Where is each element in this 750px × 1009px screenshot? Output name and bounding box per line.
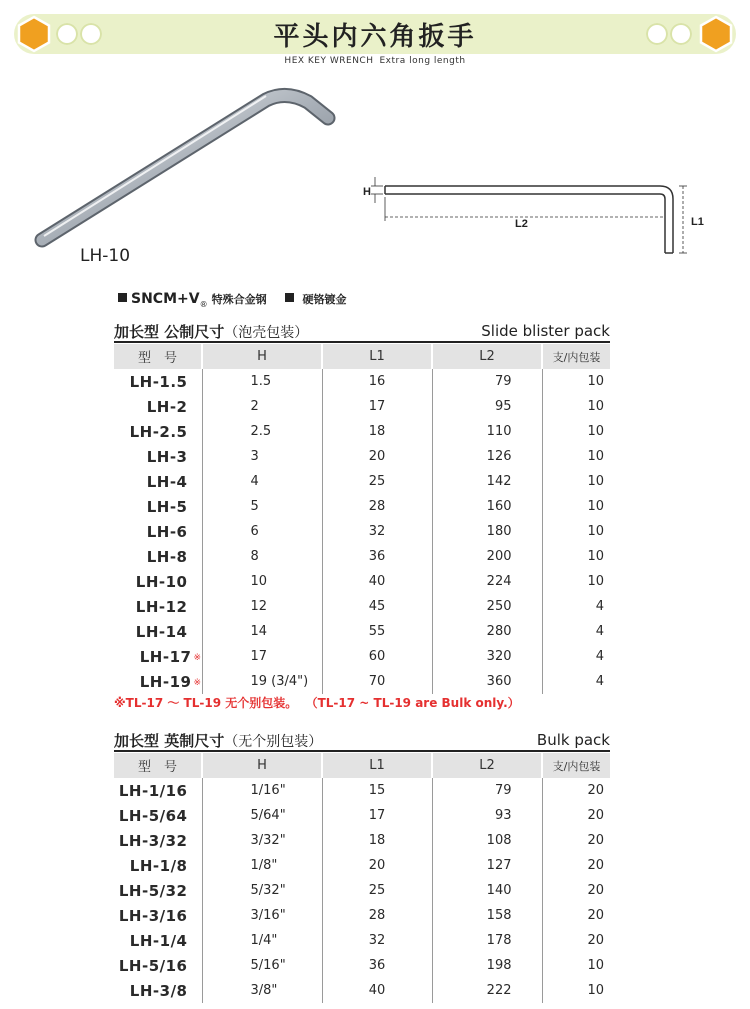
l1-cell: 28 <box>322 494 432 519</box>
column-header: 支/内包装 <box>542 344 610 369</box>
table-row <box>114 803 610 828</box>
dimension-diagram <box>355 175 715 265</box>
h-cell: 5 <box>202 494 322 519</box>
bulk-note: ※TL-17 ～ TL-19 无个别包装。 （TL-17 ~ TL-19 are Bulk only.） <box>114 696 520 710</box>
inch-section-rule <box>114 750 610 752</box>
hex-key-wrench-image <box>28 80 348 270</box>
l1-cell: 60 <box>322 644 432 669</box>
table-row <box>114 444 610 469</box>
h-cell: 4 <box>202 469 322 494</box>
qty-cell: 10 <box>542 369 610 394</box>
model-cell: LH-17 ※ <box>139 647 202 666</box>
h-cell: 5/64" <box>202 803 322 828</box>
model-cell: LH-5/16 <box>118 956 188 975</box>
metric-pack-type: Slide blister pack <box>481 322 610 340</box>
h-cell: 1.5 <box>202 369 322 394</box>
dim-h-label: H <box>363 186 371 198</box>
l2-cell: 222 <box>432 978 542 1003</box>
model-cell: LH-1/4 <box>129 931 188 950</box>
h-cell: 19 (3/4") <box>202 669 322 694</box>
l1-cell: 40 <box>322 569 432 594</box>
qty-cell: 10 <box>542 444 610 469</box>
model-cell: LH-14 <box>135 622 188 641</box>
h-cell: 1/4" <box>202 928 322 953</box>
h-cell: 1/8" <box>202 853 322 878</box>
h-cell: 14 <box>202 619 322 644</box>
h-cell: 2.5 <box>202 419 322 444</box>
l2-cell: 224 <box>432 569 542 594</box>
page-title: 平头内六角扳手 <box>273 22 477 52</box>
l1-cell: 16 <box>322 369 432 394</box>
l2-cell: 200 <box>432 544 542 569</box>
table-row <box>114 544 610 569</box>
l1-cell: 32 <box>322 928 432 953</box>
h-cell: 8 <box>202 544 322 569</box>
qty-cell: 4 <box>542 619 610 644</box>
metric-section-title: 加长型 公制尺寸（泡壳包装） <box>114 323 309 341</box>
model-cell: LH-19 ※ <box>139 672 202 691</box>
l1-cell: 17 <box>322 394 432 419</box>
qty-cell: 20 <box>542 928 610 953</box>
column-header: 型 号 <box>114 753 202 778</box>
table-row <box>114 644 610 669</box>
metric-section-rule <box>114 341 610 343</box>
table-row <box>114 928 610 953</box>
table-row <box>114 569 610 594</box>
qty-cell: 10 <box>542 519 610 544</box>
l2-cell: 178 <box>432 928 542 953</box>
model-cell: LH-3/16 <box>118 906 188 925</box>
l2-cell: 110 <box>432 419 542 444</box>
product-label: LH-10 <box>80 246 131 266</box>
l1-cell: 55 <box>322 619 432 644</box>
column-header: 支/内包装 <box>542 753 610 778</box>
h-cell: 12 <box>202 594 322 619</box>
model-cell: LH-2.5 <box>129 422 188 441</box>
h-cell: 1/16" <box>202 778 322 803</box>
metric-size-table <box>114 344 610 694</box>
l1-cell: 17 <box>322 803 432 828</box>
h-cell: 3/16" <box>202 903 322 928</box>
column-header: L2 <box>432 753 542 778</box>
l2-cell: 142 <box>432 469 542 494</box>
table-row <box>114 519 610 544</box>
qty-cell: 10 <box>542 494 610 519</box>
model-cell: LH-2 <box>146 397 188 416</box>
column-header: 型 号 <box>114 344 202 369</box>
table-row <box>114 369 610 394</box>
l1-cell: 20 <box>322 444 432 469</box>
l2-cell: 93 <box>432 803 542 828</box>
l2-cell: 126 <box>432 444 542 469</box>
table-row <box>114 394 610 419</box>
qty-cell: 4 <box>542 644 610 669</box>
l1-cell: 45 <box>322 594 432 619</box>
l2-cell: 360 <box>432 669 542 694</box>
l1-cell: 18 <box>322 419 432 444</box>
note-mark: ※ <box>193 652 202 663</box>
model-cell: LH-3/8 <box>129 981 188 1000</box>
h-cell: 5/16" <box>202 953 322 978</box>
l1-cell: 32 <box>322 519 432 544</box>
table-row <box>114 978 610 1003</box>
model-cell: LH-6 <box>146 522 188 541</box>
l2-cell: 320 <box>432 644 542 669</box>
column-header: L1 <box>322 344 432 369</box>
table-row <box>114 853 610 878</box>
qty-cell: 20 <box>542 878 610 903</box>
qty-cell: 10 <box>542 394 610 419</box>
table-row <box>114 828 610 853</box>
table-row <box>114 594 610 619</box>
l1-cell: 36 <box>322 544 432 569</box>
table-row <box>114 419 610 444</box>
l2-cell: 79 <box>432 778 542 803</box>
table-row <box>114 903 610 928</box>
h-cell: 5/32" <box>202 878 322 903</box>
l2-cell: 280 <box>432 619 542 644</box>
l2-cell: 140 <box>432 878 542 903</box>
qty-cell: 10 <box>542 544 610 569</box>
inch-pack-type: Bulk pack <box>536 731 610 749</box>
qty-cell: 10 <box>542 469 610 494</box>
model-cell: LH-3/32 <box>118 831 188 850</box>
column-header: H <box>202 344 322 369</box>
model-cell: LH-1/8 <box>129 856 188 875</box>
h-cell: 6 <box>202 519 322 544</box>
table-row <box>114 469 610 494</box>
l2-cell: 180 <box>432 519 542 544</box>
table-row <box>114 878 610 903</box>
material-spec: $SNCM+V_®$ 特殊合金钢 硬铬镀金 <box>118 291 346 309</box>
qty-cell: 10 <box>542 419 610 444</box>
model-cell: LH-12 <box>135 597 188 616</box>
column-header: L2 <box>432 344 542 369</box>
l1-cell: 20 <box>322 853 432 878</box>
l2-cell: 250 <box>432 594 542 619</box>
page-subtitle: HEX KEY WRENCH Extra long length <box>284 56 466 66</box>
qty-cell: 20 <box>542 778 610 803</box>
dim-l2-label: L2 <box>515 218 528 230</box>
qty-cell: 10 <box>542 953 610 978</box>
l2-cell: 108 <box>432 828 542 853</box>
model-cell: LH-1.5 <box>129 372 188 391</box>
l2-cell: 198 <box>432 953 542 978</box>
h-cell: 3/32" <box>202 828 322 853</box>
h-cell: 3 <box>202 444 322 469</box>
qty-cell: 20 <box>542 853 610 878</box>
h-cell: 17 <box>202 644 322 669</box>
model-cell: LH-10 <box>135 572 188 591</box>
column-header: L1 <box>322 753 432 778</box>
model-cell: LH-5/32 <box>118 881 188 900</box>
model-cell: LH-1/16 <box>118 781 188 800</box>
model-cell: LH-8 <box>146 547 188 566</box>
inch-size-table <box>114 753 610 1003</box>
qty-cell: 4 <box>542 594 610 619</box>
model-cell: LH-4 <box>146 472 188 491</box>
column-header: H <box>202 753 322 778</box>
model-cell: LH-5/64 <box>118 806 188 825</box>
l2-cell: 79 <box>432 369 542 394</box>
qty-cell: 20 <box>542 828 610 853</box>
note-mark: ※ <box>193 677 202 688</box>
dim-l1-label: L1 <box>691 216 704 228</box>
inch-section-title: 加长型 英制尺寸（无个别包装） <box>114 732 323 750</box>
l1-cell: 18 <box>322 828 432 853</box>
qty-cell: 4 <box>542 669 610 694</box>
h-cell: 3/8" <box>202 978 322 1003</box>
table-row <box>114 953 610 978</box>
l1-cell: 28 <box>322 903 432 928</box>
qty-cell: 20 <box>542 803 610 828</box>
l1-cell: 15 <box>322 778 432 803</box>
l2-cell: 158 <box>432 903 542 928</box>
qty-cell: 10 <box>542 978 610 1003</box>
l1-cell: 36 <box>322 953 432 978</box>
l2-cell: 127 <box>432 853 542 878</box>
h-cell: 10 <box>202 569 322 594</box>
l1-cell: 70 <box>322 669 432 694</box>
l2-cell: 160 <box>432 494 542 519</box>
h-cell: 2 <box>202 394 322 419</box>
l1-cell: 25 <box>322 878 432 903</box>
l1-cell: 40 <box>322 978 432 1003</box>
l2-cell: 95 <box>432 394 542 419</box>
l1-cell: 25 <box>322 469 432 494</box>
model-cell: LH-5 <box>146 497 188 516</box>
table-row <box>114 669 610 694</box>
table-row <box>114 494 610 519</box>
qty-cell: 20 <box>542 903 610 928</box>
table-row <box>114 778 610 803</box>
qty-cell: 10 <box>542 569 610 594</box>
model-cell: LH-3 <box>146 447 188 466</box>
table-row <box>114 619 610 644</box>
